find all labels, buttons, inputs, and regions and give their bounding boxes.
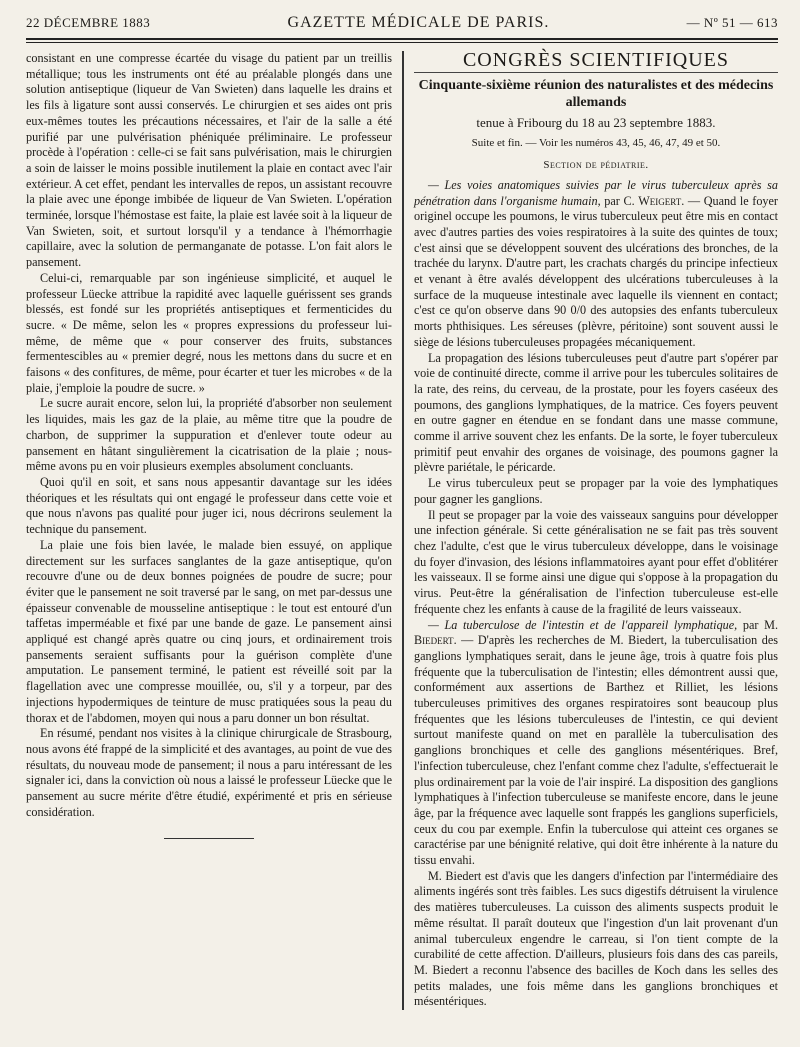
article-2-author-prefix: par M. xyxy=(737,617,778,632)
left-column xyxy=(26,51,392,1010)
left-paragraph-6: En résumé, pendant nos visites à la clinique chirurgicale de Strasbourg, nous avons été frappé de la simplicité et des avantages, au point de vue des résultats, du nouveau mode de pansement; il nous a paru intéressant de les signaler ici, dans la conviction où nous a laissé le professeur Lüecke que le pansement au sucre mérite d'être étudié, expérimenté et pris en sérieuse considération. xyxy=(26,726,392,819)
columns xyxy=(26,51,778,1010)
congress-subtitle: Cinquante-sixième réunion des naturalistes et des médecins allemands xyxy=(418,77,774,110)
running-header xyxy=(26,14,778,36)
right-paragraph-4: Il peut se propager par la voie des vaisseaux sanguins pour développer une infection générale. Si cette généralisation ne se fait pas très souvent chez l'adulte, c'est que le virus tuberculeux développe, dans le voisinage du foyer d'invasion, des lésions inflammatoires ayant pour effet d'oblitérer les vaisseaux. Il se forme ainsi une digue qui s'oppose à la propagation du virus. Peut-être la généralisation de l'infection tuberculeuse est-elle fréquente chez les enfants à cause de la fragilité de leurs vaisseaux. xyxy=(413,507,778,616)
right-column xyxy=(414,51,778,1010)
article-1-author: Weigert xyxy=(638,193,682,208)
section-heading: Section de pédiatrie. xyxy=(543,159,649,172)
left-paragraph-3: Le sucre aurait encore, selon lui, la propriété d'absorber non seulement les liquides, mais les gaz de la plaie, au même titre que la poudre de charbon, de supprimer la suppuration et d'enlever toute odeur au pansement en hâtant singulièrement la cicatrisation de la plaie ; nous-même avons pu en voir plusieurs exemples absolument concluants. xyxy=(26,396,392,474)
article-1-title: — Les voies anatomiques suivies par le virus tuberculeux après sa pénétration dans l'organisme humain, xyxy=(413,177,778,208)
header-rule xyxy=(26,38,778,43)
congress-dates: tenue à Fribourg du 18 au 23 septembre 1883. xyxy=(476,114,716,130)
right-paragraph-2: La propagation des lésions tuberculeuses peut d'autre part s'opérer par voie de continuité directe, comme il arrive pour les tubercules solitaires de la rate, des reins, du cerveau, de la prostate, pour les foyers caséeux des poumons, des ganglions lymphatiques, de la matrice. Ces foyers peuvent en outre gagner en étendue en se fondant dans une masse commune, comme il arrive souvent chez les enfants. De la sorte, le foyer tuberculeux primitif peut envahir des organes de voisinage, des poumons gagner la plèvre pariétale, le péricarde. xyxy=(413,350,778,475)
header-page-number: — Nº 51 — 613 xyxy=(686,15,778,30)
header-date: 22 DÉCEMBRE 1883 xyxy=(26,15,151,30)
article-1-text: . — Quand le foyer originel occupe les poumons, le virus tuberculeux peut être mis en contact avec d'autres parties des voies respiratoires à la suite des quintes de toux; c'est ainsi que se développent souvent des ulcérations des bronches, de la trachée du larynx. D'autre part, les crachats chargés du principe infectieux et venant à être avalés développent des ulcérations tuberculeuses à la surface de la muqueuse intestinale avec laquelle ils viennent en contact; c'est ce qu'on observe dans 90 0/0 des autopsies des enfants tuberculeux morts phthisiques. Les séreuses (plèvre, péritoine) sont souvent aussi le siège de lésions tuberculeuses propagées mécaniquement. xyxy=(413,193,778,349)
left-paragraph-1: consistant en une compresse écartée du visage du patient par un treillis métallique; tous les instruments ont été au préalable plongés dans une solution antiseptique (liqueur de Van Swieten) dans laquelle les drains et les fils à ligature sont aussi conservés. Le chirurgien et ses aides ont pris eux-mêmes toutes les précautions nécessaires, et l'air de la salle a été purifié par une pulvérisation phéniquée préliminaire. Le professeur procède à l'opération : celle-ci se fait sans pulvérisation, mais le chirurgien a soin de laisser le moins possible inutilement la plaie en contact avec l'air extérieur. A cet effet, pendant les intervalles de repos, un assistant recouvre la plaie avec une éponge imbibée de liqueur de Van Swieten. L'opération terminée, lorsque l'hémostase est faite, la plaie est lavée soit à la liqueur de Van Swieten, soit, et surtout lorsqu'il y a tendance à l'hémorrhagie capillaire, avec la solution de permanganate de potasse. L'on fait alors le pansement. xyxy=(26,51,392,270)
article-2-text: . — D'après les recherches de M. Biedert, la tuberculisation des ganglions lymphatiques serait, dans le jeune âge, trois à quatre fois plus fréquente que la tuberculisation de l'intestin; elles démontrent aussi que, conformément aux assertions de Barthez et Rilliet, les lésions tuberculeuses primitives des organes respiratoires sont beaucoup plus fréquentes que les lésions tuberculeuses de l'intestin, ce qui devient surtout manifeste quand on met en parallèle la tuberculisation des ganglions bronchiques et celle des ganglions mésentériques. Bref, l'infection tuberculeuse, chez l'enfant comme chez l'adulte, s'effectuerait le plus ordinairement par la voie de l'air inspiré. La disposition des ganglions lymphatiques à l'infection tuberculeuse se manifeste encore, dans le jeune âge, par la fréquence avec laquelle sont frappés les ganglions superficiels, ceux du cou par exemple. Enfin la tuberculose qui atteint ces organes se caractérise par une bénignité relative, qui doit être inhérente à la nature du tissu envahi. xyxy=(413,633,778,868)
article-2 xyxy=(414,618,778,869)
right-paragraph-3: Le virus tuberculeux peut se propager par la voie des lymphatiques pour gagner les ganglions. xyxy=(413,476,778,506)
article-2-title: — La tuberculose de l'intestin et de l'appareil lymphatique, xyxy=(427,617,738,632)
header-title: GAZETTE MÉDICALE DE PARIS. xyxy=(287,14,550,31)
article-2-author: Biedert xyxy=(413,633,454,648)
left-paragraph-2: Celui-ci, remarquable par son ingénieuse simplicité, et auquel le professeur Lüecke attribue la rapidité avec laquelle guérissent ses grands blessés, est fondé sur les propriétés antiseptiques et fermenticides du sucre. « De même, selon les « propres expressions du professeur lui-même, de même que « pour conserver des fruits, substances fermentescibles au « premier degré, nous les mettons dans du sucre et en faisons « des confitures, de même, pour écarter et tuer les microbes « de la plaie, j'emploie la poudre de sucre. » xyxy=(26,270,392,395)
continuation-note: Suite et fin. — Voir les numéros 43, 45, 46, 47, 49 et 50. xyxy=(471,137,721,150)
section-title: CONGRÈS SCIENTIFIQUES xyxy=(414,53,778,73)
column-divider xyxy=(402,51,404,1010)
article-1-author-prefix: par C. xyxy=(600,193,639,208)
left-paragraph-4: Quoi qu'il en soit, et sans nous appesantir davantage sur les idées théoriques et les résultats qui ont engagé le professeur dans cette voie et que nous n'avons pas qualité pour juger ici, nous décrirons seulement la technique du pansement. xyxy=(26,474,392,537)
end-rule xyxy=(164,838,254,839)
right-paragraph-6: M. Biedert est d'avis que les dangers d'infection par l'intermédiaire des aliments ingérés sont très faibles. Les sucs digestifs détruisent la virulence des matières tuberculeuses. La cuisson des aliments suspects produit le même résultat. Il paraît douteux que l'ingestion d'un lait provenant d'un animal tuberculeux engendre le carreau, si l'on tient compte de la curabilité de cette affection. D'ailleurs, plusieurs fois dans des cas pareils, M. Biedert a reconnu l'absence des bacilles de Koch dans les selles des petits malades, une fois même dans les ganglions bronchiques et mésentériques. xyxy=(413,868,778,1009)
left-paragraph-5: La plaie une fois bien lavée, le malade bien essuyé, on applique directement sur les surfaces sanglantes de la gaze antiseptique, qu'on recouvre d'une ou de deux bonnes poignées de poudre de sucre; pour éviter que le pansement ne soit traversé par le sang, on met par-dessus une épaisseur convenable de mousseline antiseptique : le tout est entouré d'un taffetas imperméable et fixé par une bande de gaze. Le pansement ainsi appliqué est changé après quatre ou cinq jours, et ordinairement trois pansements seraient suffisants pour la guérison complète d'une amputation. Le pansement terminé, le patient est réveillé soit par la flagellation avec une compresse mouillée, ou, s'il y a torpeur, par des injections hypodermiques de teinture de musc pratiquées sous la peau du thorax et de l'abdomen, moyen qui nous a paru donner un bon résultat. xyxy=(26,537,392,725)
article-1 xyxy=(414,178,778,351)
